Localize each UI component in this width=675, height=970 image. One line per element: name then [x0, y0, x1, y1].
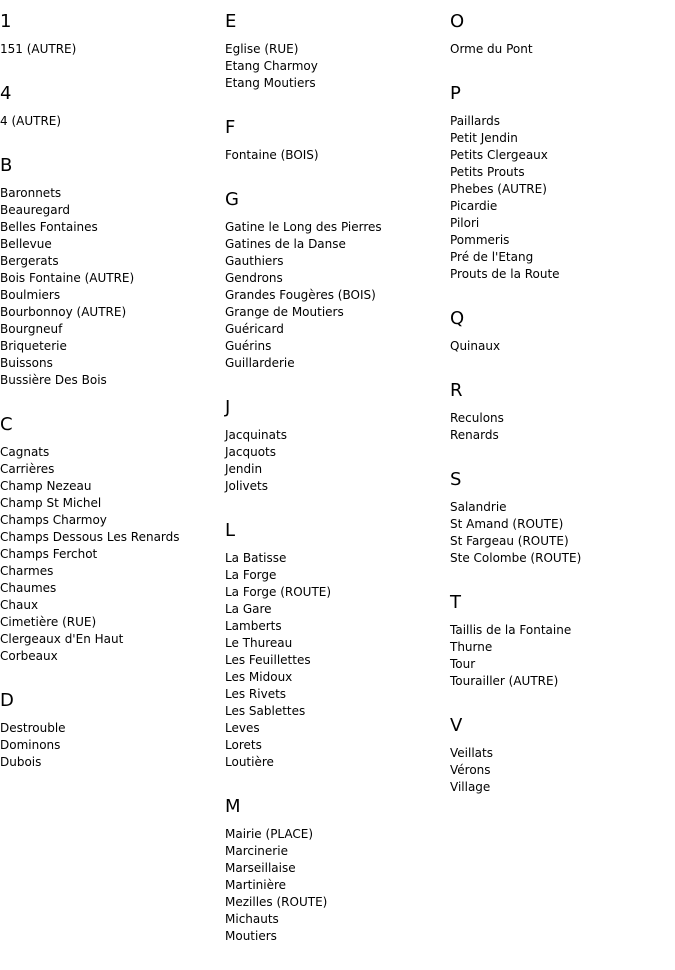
locality-link[interactable]: Champs Ferchot	[0, 547, 98, 561]
locality-link[interactable]: Belles Fontaines	[0, 220, 98, 234]
entry-list	[0, 41, 224, 58]
letter-heading: F	[225, 117, 236, 138]
entry-list	[225, 147, 449, 164]
locality-link[interactable]: Vérons	[450, 763, 491, 777]
locality-link[interactable]: Phebes (AUTRE)	[450, 182, 547, 196]
letter-heading: P	[450, 83, 461, 104]
locality-link[interactable]: Marcinerie	[225, 844, 288, 858]
locality-link[interactable]: La Forge	[225, 568, 277, 582]
locality-link[interactable]: Bourgneuf	[0, 322, 63, 336]
letter-group	[0, 155, 224, 389]
entry-list	[225, 219, 449, 372]
locality-link[interactable]: Tour	[450, 657, 476, 671]
locality-link[interactable]: Champ Nezeau	[0, 479, 92, 493]
letter-heading: B	[0, 155, 13, 176]
letter-heading: Q	[450, 308, 465, 329]
locality-link[interactable]: Les Rivets	[225, 687, 287, 701]
locality-link[interactable]: Jolivets	[225, 479, 268, 493]
locality-link[interactable]: La Batisse	[225, 551, 287, 565]
locality-link[interactable]: Guérins	[225, 339, 272, 353]
letter-group	[450, 83, 674, 283]
locality-link[interactable]: Bergerats	[0, 254, 59, 268]
entry-list	[0, 113, 224, 130]
locality-link[interactable]: Clergeaux d'En Haut	[0, 632, 124, 646]
locality-link[interactable]: Beauregard	[0, 203, 70, 217]
locality-link[interactable]: Etang Charmoy	[225, 59, 318, 73]
locality-link[interactable]: Moutiers	[225, 929, 277, 943]
locality-link[interactable]: Jacquinats	[225, 428, 287, 442]
locality-link[interactable]: Tourailler (AUTRE)	[450, 674, 559, 688]
locality-link[interactable]: Etang Moutiers	[225, 76, 316, 90]
entry-list	[0, 444, 224, 665]
locality-link[interactable]: Pilori	[450, 216, 480, 230]
letter-group	[225, 520, 449, 771]
letter-group	[225, 0, 449, 92]
locality-link[interactable]: Thurne	[450, 640, 493, 654]
letter-heading: J	[225, 397, 231, 418]
letter-heading: M	[225, 796, 241, 817]
locality-link[interactable]: Quinaux	[450, 339, 501, 353]
locality-link[interactable]: Paillards	[450, 114, 500, 128]
locality-link[interactable]: Martinière	[225, 878, 287, 892]
letter-group	[0, 690, 224, 771]
letter-heading: D	[0, 690, 14, 711]
locality-link[interactable]: 4 (AUTRE)	[0, 114, 62, 128]
locality-link[interactable]: Mairie (PLACE)	[225, 827, 314, 841]
locality-link[interactable]: Chaux	[0, 598, 39, 612]
locality-link[interactable]: Le Thureau	[225, 636, 293, 650]
entry-list	[0, 720, 224, 771]
locality-link[interactable]: Taillis de la Fontaine	[450, 623, 572, 637]
entry-list	[225, 427, 449, 495]
locality-link[interactable]: Bois Fontaine (AUTRE)	[0, 271, 135, 285]
locality-link[interactable]: Corbeaux	[0, 649, 58, 663]
locality-link[interactable]: Fontaine (BOIS)	[225, 148, 319, 162]
entry-list	[225, 41, 449, 92]
index-column-2	[225, 0, 449, 970]
letter-heading: V	[450, 715, 463, 736]
locality-link[interactable]: Bellevue	[0, 237, 52, 251]
entry-list	[450, 745, 674, 796]
letter-heading: G	[225, 189, 239, 210]
letter-heading: E	[225, 11, 237, 32]
letter-heading: L	[225, 520, 236, 541]
locality-link[interactable]: Jendin	[225, 462, 263, 476]
locality-link[interactable]: Orme du Pont	[450, 42, 533, 56]
locality-link[interactable]: Dominons	[0, 738, 61, 752]
locality-link[interactable]: Petit Jendin	[450, 131, 518, 145]
locality-link[interactable]: Grandes Fougères (BOIS)	[225, 288, 376, 302]
locality-link[interactable]: St Fargeau (ROUTE)	[450, 534, 569, 548]
locality-link[interactable]: Les Sablettes	[225, 704, 306, 718]
locality-link[interactable]: 151 (AUTRE)	[0, 42, 77, 56]
locality-link[interactable]: Picardie	[450, 199, 498, 213]
locality-link[interactable]: Lorets	[225, 738, 262, 752]
entry-list	[225, 826, 449, 945]
entry-list	[450, 113, 674, 283]
locality-link[interactable]: Gauthiers	[225, 254, 284, 268]
locality-link[interactable]: Loutière	[225, 755, 274, 769]
locality-link[interactable]: Champs Dessous Les Renards	[0, 530, 180, 544]
index-column-1	[0, 0, 224, 796]
locality-link[interactable]: Gendrons	[225, 271, 283, 285]
locality-link[interactable]: Lamberts	[225, 619, 282, 633]
locality-link[interactable]: Carrières	[0, 462, 55, 476]
letter-heading: S	[450, 469, 462, 490]
letter-heading: 4	[0, 83, 12, 104]
locality-link[interactable]: Champ St Michel	[0, 496, 102, 510]
letter-group	[450, 308, 674, 355]
locality-link[interactable]: Les Midoux	[225, 670, 293, 684]
locality-link[interactable]: Cimetière (RUE)	[0, 615, 97, 629]
letter-heading: O	[450, 11, 465, 32]
letter-group	[450, 0, 674, 58]
index-column-3	[450, 0, 674, 821]
entry-list	[450, 622, 674, 690]
letter-group	[450, 715, 674, 796]
letter-group	[225, 117, 449, 164]
locality-link[interactable]: Renards	[450, 428, 499, 442]
locality-link[interactable]: Leves	[225, 721, 260, 735]
locality-link[interactable]: Guéricard	[225, 322, 284, 336]
locality-link[interactable]: Pré de l'Etang	[450, 250, 534, 264]
locality-link[interactable]: Jacquots	[225, 445, 277, 459]
locality-link[interactable]: Bourbonnoy (AUTRE)	[0, 305, 127, 319]
locality-link[interactable]: Gatine le Long des Pierres	[225, 220, 382, 234]
locality-link[interactable]: Michauts	[225, 912, 279, 926]
locality-link[interactable]: Veillats	[450, 746, 493, 760]
letter-heading: T	[450, 592, 461, 613]
letter-group	[450, 469, 674, 567]
letter-group	[225, 796, 449, 945]
letter-group	[225, 189, 449, 372]
locality-link[interactable]: Les Feuillettes	[225, 653, 311, 667]
letter-group	[0, 83, 224, 130]
locality-link[interactable]: Marseillaise	[225, 861, 296, 875]
letter-heading: 1	[0, 11, 12, 32]
locality-link[interactable]: St Amand (ROUTE)	[450, 517, 564, 531]
locality-link[interactable]: Dubois	[0, 755, 42, 769]
locality-link[interactable]: Eglise (RUE)	[225, 42, 299, 56]
entry-list	[450, 41, 674, 58]
locality-link[interactable]: Gatines de la Danse	[225, 237, 346, 251]
letter-group	[450, 380, 674, 444]
locality-link[interactable]: Grange de Moutiers	[225, 305, 344, 319]
locality-link[interactable]: Petits Prouts	[450, 165, 525, 179]
locality-link[interactable]: Village	[450, 780, 491, 794]
locality-link[interactable]: Buissons	[0, 356, 53, 370]
locality-link[interactable]: Petits Clergeaux	[450, 148, 548, 162]
entry-list	[450, 499, 674, 567]
locality-link[interactable]: Mezilles (ROUTE)	[225, 895, 328, 909]
locality-link[interactable]: Charmes	[0, 564, 54, 578]
locality-link[interactable]: Ste Colombe (ROUTE)	[450, 551, 582, 565]
entry-list	[0, 185, 224, 389]
locality-link[interactable]: Pommeris	[450, 233, 510, 247]
locality-link[interactable]: Chaumes	[0, 581, 57, 595]
entry-list	[450, 410, 674, 444]
letter-group	[450, 592, 674, 690]
letter-group	[225, 397, 449, 495]
locality-link[interactable]: Destrouble	[0, 721, 66, 735]
locality-link[interactable]: Cagnats	[0, 445, 50, 459]
letter-heading: R	[450, 380, 463, 401]
locality-link[interactable]: Salandrie	[450, 500, 507, 514]
letter-group	[0, 414, 224, 665]
entry-list	[450, 338, 674, 355]
locality-link[interactable]: Briqueterie	[0, 339, 67, 353]
locality-link[interactable]: La Forge (ROUTE)	[225, 585, 332, 599]
locality-link[interactable]: Reculons	[450, 411, 504, 425]
entry-list	[225, 550, 449, 771]
locality-link[interactable]: Baronnets	[0, 186, 62, 200]
locality-link[interactable]: Boulmiers	[0, 288, 61, 302]
letter-heading: C	[0, 414, 13, 435]
locality-link[interactable]: Bussière Des Bois	[0, 373, 107, 387]
locality-link[interactable]: La Gare	[225, 602, 272, 616]
locality-link[interactable]: Champs Charmoy	[0, 513, 107, 527]
locality-link[interactable]: Guillarderie	[225, 356, 295, 370]
locality-link[interactable]: Prouts de la Route	[450, 267, 560, 281]
letter-group	[0, 0, 224, 58]
